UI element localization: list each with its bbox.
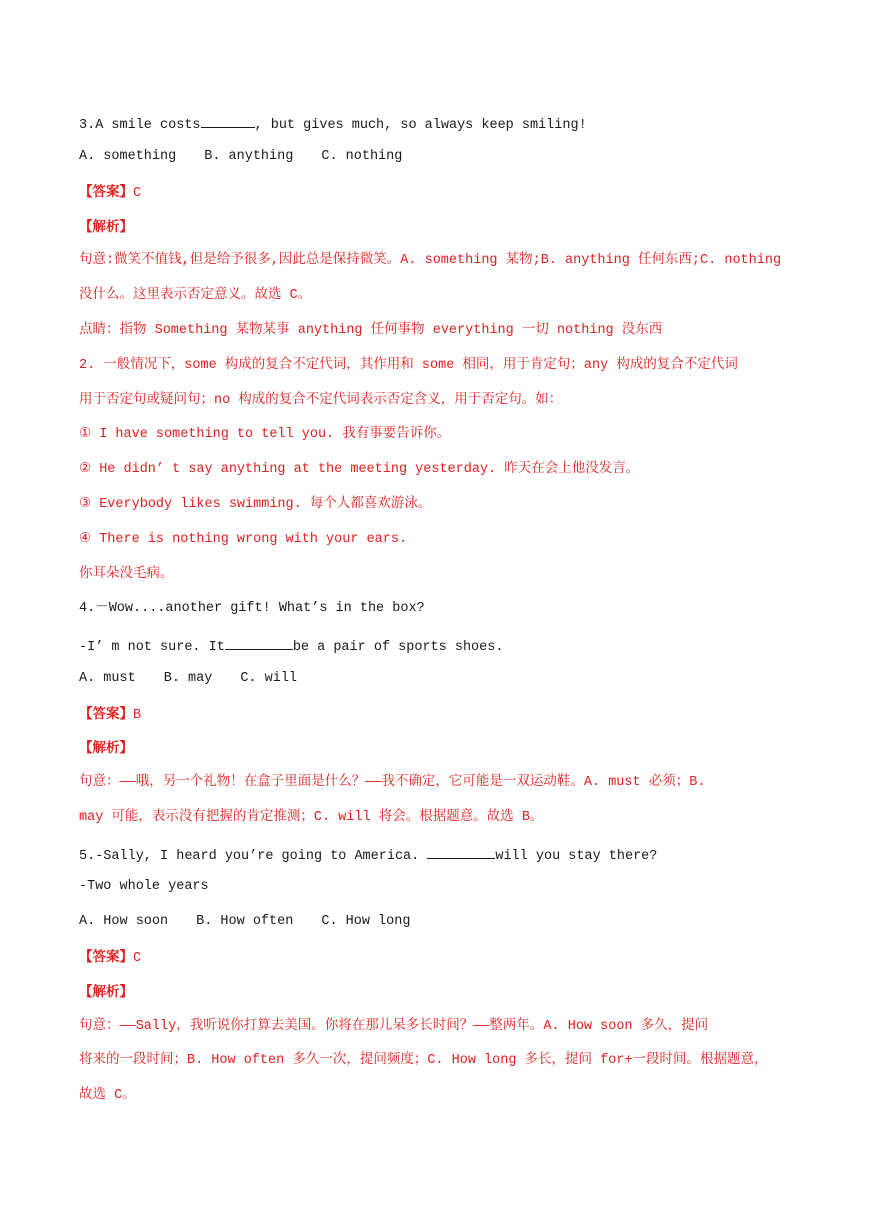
option-c: C. nothing — [321, 149, 403, 164]
analysis-line: 没什么。这里表示否定意义。故选 C。 — [79, 288, 312, 303]
analysis-line: ④ There is nothing wrong with your ears. — [79, 532, 408, 547]
analysis-line: 将来的一段时间；B. How often 多久一次，提问频度；C. How long 多长，提问 for+一段时间。根据题意， — [79, 1053, 768, 1068]
question-5-analysis-label: 【解析】 — [79, 984, 133, 1000]
question-4-answer: 【答案】B — [79, 706, 142, 723]
option-b: B. may — [163, 671, 213, 686]
option-a: A. must — [79, 671, 136, 686]
question-4-stem-line2: -I’ m not sure. It be a pair of sports shoes. — [79, 635, 503, 657]
question-3-analysis-label: 【解析】 — [79, 219, 133, 235]
analysis-line: ③ Everybody likes swimming. 每个人都喜欢游泳。 — [79, 497, 432, 512]
analysis-line: 你耳朵没毛病。 — [79, 567, 174, 582]
analysis-line: ② He didn’ t say anything at the meeting yesterday. 昨天在会上他没发言。 — [79, 462, 640, 477]
option-b: B. How often — [196, 914, 294, 929]
option-a: A. How soon — [79, 914, 169, 929]
question-4-analysis-label: 【解析】 — [79, 740, 133, 756]
question-5-stem-line1: 5.-Sally, I heard you’re going to America. will you stay there? — [79, 844, 657, 866]
analysis-line: ① I have something to tell you. 我有事要告诉你。 — [79, 427, 451, 442]
answer-blank — [225, 635, 293, 650]
answer-blank — [427, 844, 495, 859]
question-5-options — [79, 913, 410, 931]
analysis-line: 点睛：指物 Something 某物某事 anything 任何事物 everything 一切 nothing 没东西 — [79, 323, 663, 338]
question-3-stem: 3.A smile costs , but gives much, so always keep smiling! — [79, 113, 587, 135]
analysis-line: 用于否定句或疑问句；no 构成的复合不定代词表示否定含义，用于否定句。如： — [79, 393, 563, 408]
analysis-line: may 可能，表示没有把握的肯定推测；C. will 将会。根据题意。故选 B。 — [79, 810, 544, 825]
analysis-line: 句意：——哦，另一个礼物！在盒子里面是什么？——我不确定，它可能是一双运动鞋。A. must 必须；B. — [79, 775, 706, 790]
option-a: A. something — [79, 149, 177, 164]
answer-blank — [201, 113, 255, 128]
analysis-line: 2. 一般情况下，some 构成的复合不定代词，其作用和 some 相同，用于肯定句；any 构成的复合不定代词 — [79, 358, 738, 373]
analysis-line: 句意:微笑不值钱,但是给予很多,因此总是保持微笑。A. something 某物;B. anything 任何东西;C. nothing — [79, 253, 782, 268]
option-b: B. anything — [204, 149, 294, 164]
question-3-answer: 【答案】C — [79, 184, 142, 201]
analysis-line: 句意：——Sally，我听说你打算去美国。你将在那儿呆多长时间？——整两年。A. How soon 多久，提问 — [79, 1019, 709, 1034]
question-3-options — [79, 148, 402, 166]
question-5-stem-line2: -Two whole years — [79, 879, 209, 894]
option-c: C. How long — [321, 914, 411, 929]
question-4-options — [79, 670, 297, 688]
option-c: C. will — [240, 671, 298, 686]
question-5-answer: 【答案】C — [79, 949, 142, 966]
analysis-line: 故选 C。 — [79, 1088, 136, 1103]
question-4-stem-line1: 4.－Wow....another gift! What’s in the box? — [79, 601, 425, 616]
